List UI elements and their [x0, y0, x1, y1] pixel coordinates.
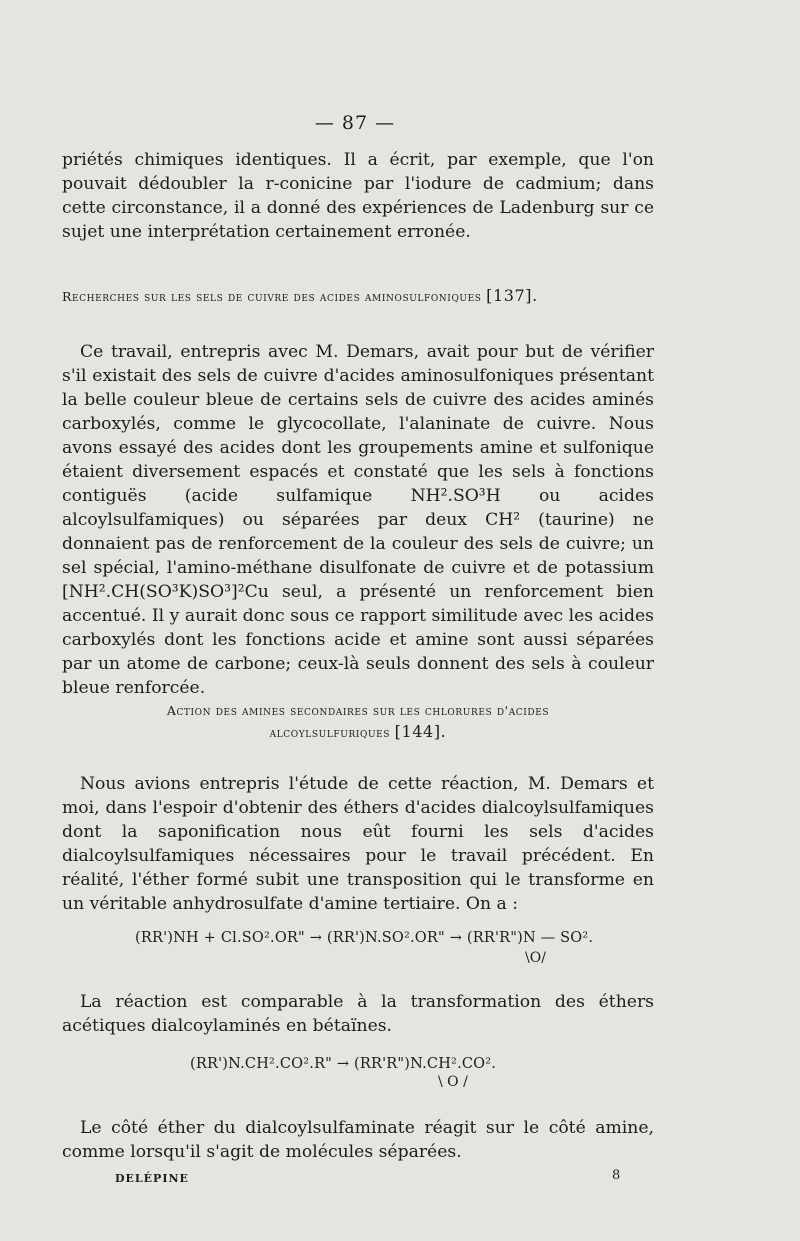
section-1-ref: [137].	[486, 286, 538, 305]
section-1-heading-row	[62, 285, 662, 307]
paragraph-1: priétés chimiques identiques. Il a écrit, par exemple, que l'on pouvait dédoubler la r-conicine par l'iodure de cadmium; dans cette circonstance, il a donné des expériences de Ladenburg sur ce sujet une interprétation certainement erronée.	[62, 150, 654, 242]
paragraph-5: Le côté éther du dialcoylsulfaminate réagit sur le côté amine, comme lorsqu'il s'agit de molécules séparées.	[62, 1118, 654, 1162]
paragraph-2: Ce travail, entrepris avec M. Demars, avait pour but de vérifier s'il existait des sels de cuivre d'acides aminosulfoniques présentant la belle couleur bleue de certains sels de cuivre des acides aminés carboxylés, comme le glycocollate, l'alaninate de cuivre. Nous avons essayé des acides dont les groupements amine et sulfonique étaient diversement espacés et constaté que les sels à fonctions contiguës (acide sulfamique NH².SO³H ou acides alcoylsulfamiques) ou séparées par deux CH² (taurine) ne donnaient pas de renforcement de la couleur des sels de cuivre; un sel spécial, l'amino-méthane disulfonate de cuivre et de potassium [NH².CH(SO³K)SO³]²Cu seul, a présenté un renforcement bien accentué. Il y aurait donc sous ce rapport similitude avec les acides carboxylés dont les fonctions acide et amine sont aussi séparées par un atome de carbone; ceux-là seuls donnent des sels à couleur bleue renforcée.	[62, 342, 654, 698]
section-2-heading	[62, 700, 654, 743]
formula-1-bond: \O/	[525, 950, 546, 966]
footer-author: DELÉPINE	[115, 1172, 189, 1185]
formula-2-bond: \ O /	[438, 1074, 468, 1090]
section-2-heading-line1: Action des amines secondaires sur les chlorures d'acides	[166, 703, 550, 718]
section-2-ref: [144].	[394, 722, 447, 741]
paragraph-3: Nous avions entrepris l'étude de cette réaction, M. Demars et moi, dans l'espoir d'obtenir des éthers d'acides dialcoylsulfamiques dont la saponification nous eût fourni les sels d'acides dialcoylsulfamiques nécessaires pour le travail précédent. En réalité, l'éther formé subit une transposition qui le transforme en un véritable anhydrosulfate d'amine tertiaire. On a :	[62, 774, 654, 914]
page-number: — 87 —	[314, 112, 396, 134]
section-2-heading-line2: alcoylsulfuriques	[269, 725, 391, 740]
formula-1: (RR')NH + Cl.SO².OR" → (RR')N.SO².OR" → (RR'R")N — SO².	[135, 930, 594, 946]
footer-signature: 8	[612, 1168, 621, 1183]
section-1-heading: Recherches sur les sels de cuivre des acides aminosulfoniques	[62, 289, 482, 304]
paragraph-4: La réaction est comparable à la transformation des éthers acétiques dialcoylaminés en bétaïnes.	[62, 992, 654, 1036]
formula-2: (RR')N.CH².CO².R" → (RR'R")N.CH².CO².	[190, 1056, 497, 1072]
